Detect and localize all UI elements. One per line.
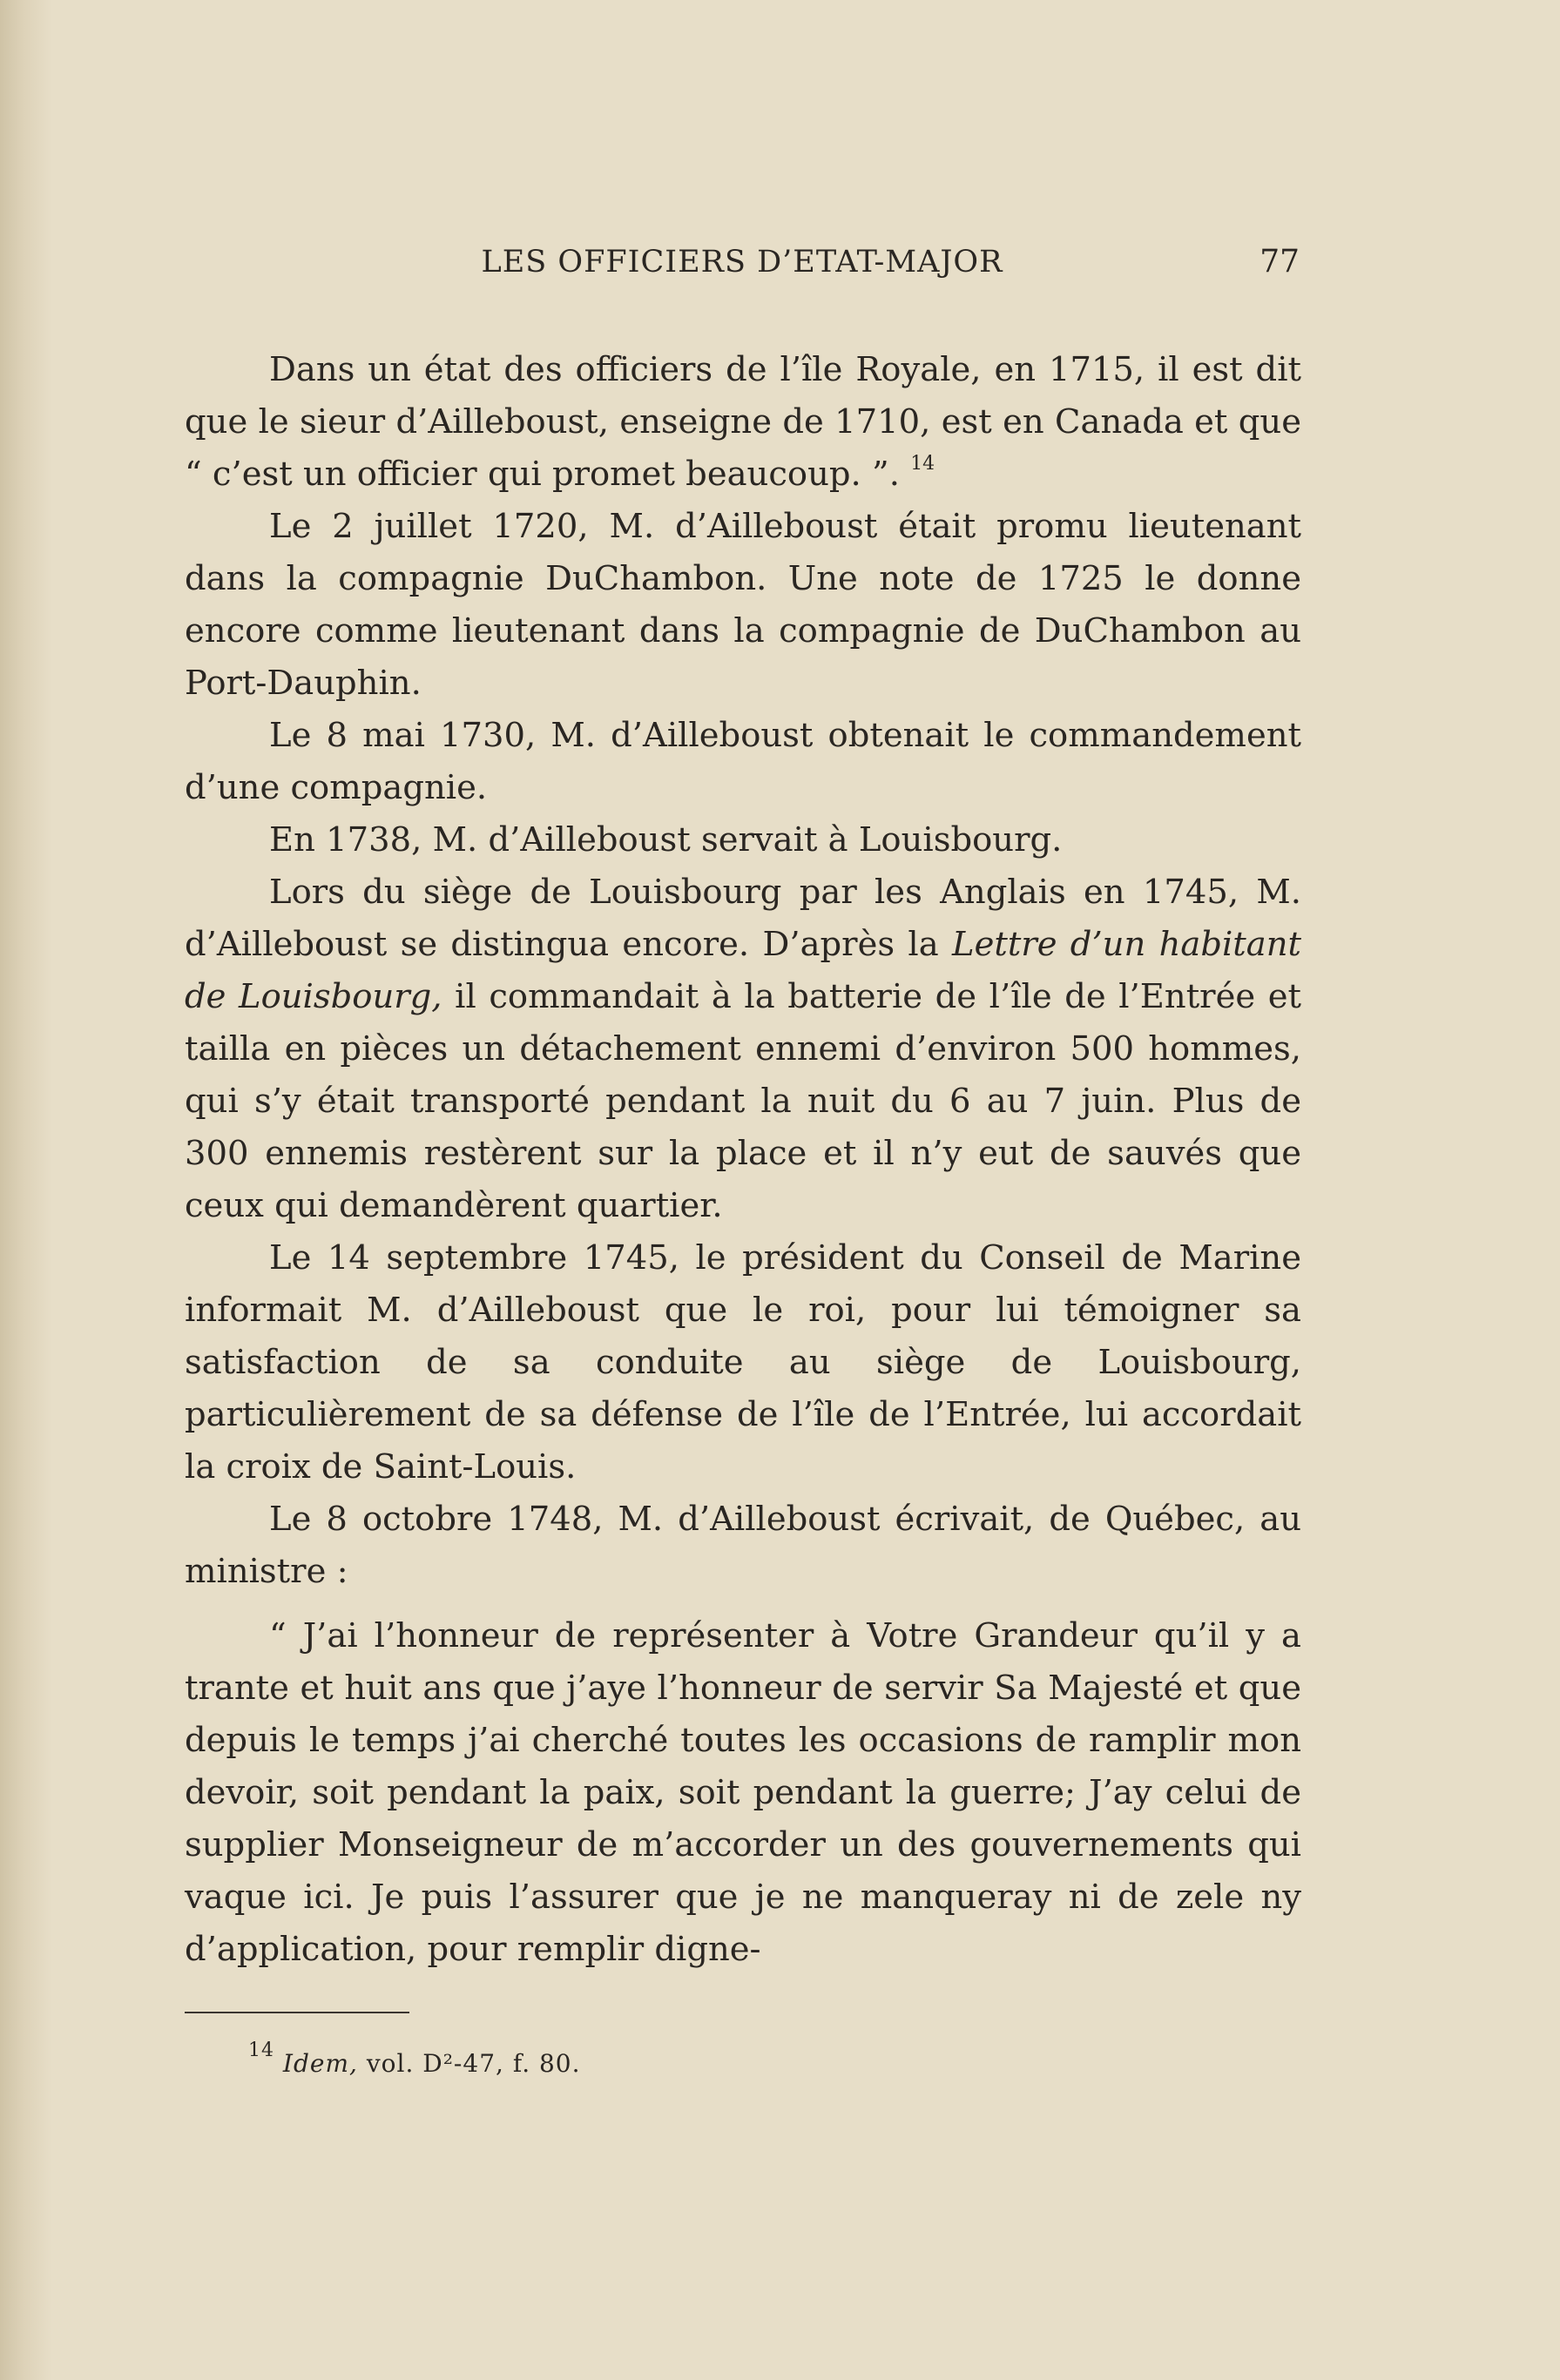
paragraph-1 xyxy=(185,344,1301,501)
quoted-letter: “ J’ai l’honneur de représenter à Votre Grandeur qu’il y a trante et huit ans que j’aye l’honneur de servir Sa Majesté et que depuis le temps j’ai cherché toutes les occasions de ramplir mon devoir, soit pendant la paix, soit pendant la guerre; J’ay celui de supplier Monseigneur de m’accorder un des gouvernements qui vaque ici. Je puis l’assurer que je ne manqueray ni de zele ny d’application, pour remplir digne- xyxy=(185,1616,1301,1969)
running-title: LES OFFICIERS D’ETAT-MAJOR xyxy=(481,245,1003,280)
paragraph-5-text-before: Lors du siège de Louisbourg par les Anglais en 1745, M. d’Ailleboust se distingua encore. D’après la xyxy=(185,873,1301,964)
footnote-source: Idem, xyxy=(282,2049,358,2078)
footnote-ref-14: 14 xyxy=(910,453,935,475)
footnote-rule xyxy=(185,2012,409,2013)
paragraph-4: En 1738, M. d’Ailleboust servait à Louisbourg. xyxy=(269,820,1063,860)
letter-title: Lettre d’un habitant de Louisbourg, xyxy=(185,925,1301,1016)
body-text xyxy=(185,344,1301,1976)
footnote-number: 14 xyxy=(248,2040,274,2061)
footnote-reference: vol. D²-47, f. 80. xyxy=(366,2049,581,2078)
paragraph-5 xyxy=(185,866,1301,1232)
paragraph-2: Le 2 juillet 1720, M. d’Ailleboust était promu lieutenant dans la compagnie DuChambon. Une note de 1725 le donne encore comme lieutenant dans la compagnie de DuChambon au Port-Dauphin. xyxy=(185,507,1301,703)
paragraph-5-text-after: il commandait à la batterie de l’île de l’Entrée et tailla en pièces un détachement ennemi d’environ 500 hommes, qui s’y était transporté pendant la nuit du 6 au 7 juin. Plus de 300 ennemis restèrent sur la place et il n’y eut de sauvés que ceux qui demandèrent quartier. xyxy=(185,977,1301,1225)
footnote xyxy=(248,2040,581,2083)
paragraph-7: Le 8 octobre 1748, M. d’Ailleboust écrivait, de Québec, au ministre : xyxy=(185,1500,1301,1591)
running-head xyxy=(185,240,1300,284)
page-number: 77 xyxy=(1259,244,1300,280)
paragraph-1-text: Dans un état des officiers de l’île Royale, en 1715, il est dit que le sieur d’Ailleboust, enseigne de 1710, est en Canada et que “ c’est un officier qui promet beaucoup. ”. xyxy=(185,350,1301,494)
paragraph-3: Le 8 mai 1730, M. d’Ailleboust obtenait le commandement d’une compagnie. xyxy=(185,716,1301,807)
paragraph-6: Le 14 septembre 1745, le président du Conseil de Marine informait M. d’Ailleboust que le roi, pour lui témoigner sa satisfaction de sa conduite au siège de Louisbourg, particulièrement de sa défense de l’île de l’Entrée, lui accordait la croix de Saint-Louis. xyxy=(185,1238,1301,1487)
